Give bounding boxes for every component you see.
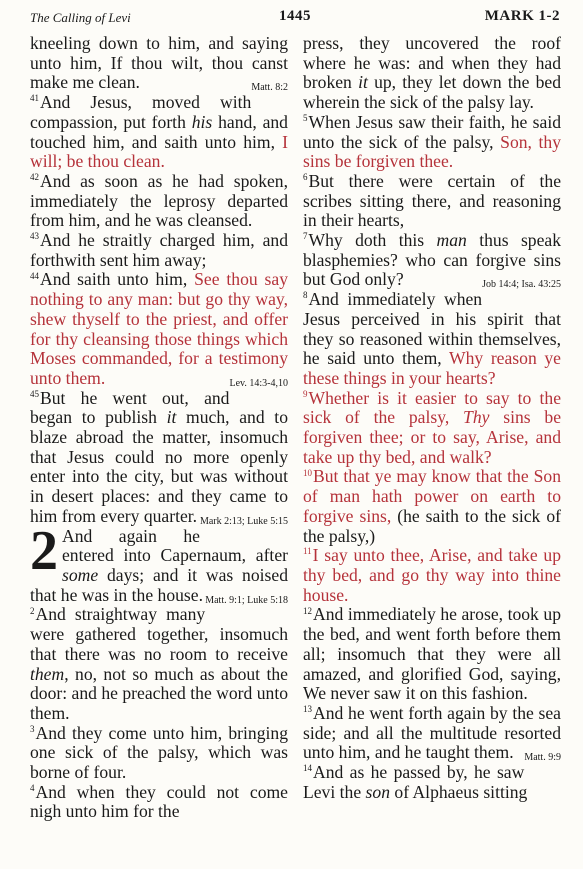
verse-2-7: $^7$Why doth this man thus speak blasphemies? who can forgive sins but God only? Job 14:4; Isa. 43:25	[303, 231, 561, 290]
verse-number: 8	[303, 290, 308, 301]
words-of-christ: But that ye may know that the Son of man hath power on earth to forgive sins,	[303, 466, 561, 526]
verse-2-14: $^{14}$And as he passed by, he saw Levi the son of Alphaeus sitting	[303, 762, 528, 802]
cross-reference: Lev. 14:3-4,10	[229, 377, 288, 389]
verse-2-6: $^6$But there were certain of the scribes sitting there, and reasoning in their hearts,	[303, 170, 561, 231]
words-of-christ: See thou say nothing to any man: but go thy way, shew thyself to the priest, and offer for thy cleansing those things which Moses commanded, for a testimony unto them.	[30, 269, 289, 388]
verse-number: 4	[30, 782, 35, 793]
cross-reference: Matt. 9:1; Luke 5:18	[205, 594, 288, 606]
verse-number: 14	[303, 763, 312, 774]
right-column	[303, 34, 561, 802]
verse-1-45: $^{45}$But he went out, and began to publish it much, and to blaze abroad the matter, insomuch that Jesus could no more openly enter into the city, but was without in desert places: and they came to him from every quarter. Mark 2:13; Luke 5:15	[30, 389, 288, 527]
cross-reference: Mark 2:13; Luke 5:15	[199, 515, 288, 527]
chapter-number: 2	[30, 519, 58, 582]
verse-number: 2	[30, 605, 35, 616]
verse-2-10: $^{10}$But that ye may know that the Son of man hath power on earth to forgive sins, (he saith to the sick of the palsy,)	[303, 466, 561, 546]
words-of-christ: I will; be thou clean.	[30, 131, 288, 172]
verse-2-3: $^3$And they come unto him, bringing one sick of the palsy, which was borne of four.	[30, 722, 288, 783]
left-column	[30, 34, 288, 822]
verse-number: 44	[30, 270, 39, 281]
verse-number: 10	[303, 467, 312, 478]
verse-number: 42	[30, 172, 39, 183]
verse-1-44: $^{44}$And saith unto him, See thou say nothing to any man: but go thy way, shew thyself to the priest, and offer for thy cleansing those things which Moses commanded, for a testimony unto them. Lev. 14:3-4,10	[30, 270, 288, 388]
verse-2-4-cont: press, they uncovered the roof where he was: and when they had broken it up, they let down the bed wherein the sick of the palsy lay.	[303, 33, 561, 113]
verse-2-8: $^8$And immediately when Jesus perceived in his spirit that they so reasoned within themselves, he said unto them, Why reason ye these things in your hearts?	[303, 289, 561, 388]
verse-number: 3	[30, 723, 35, 734]
book-chapter-range: MARK 1-2	[484, 8, 560, 24]
verse-1-42: $^{42}$And as soon as he had spoken, immediately the leprosy departed from him, and he was cleansed.	[30, 170, 288, 231]
verse-2-11: $^{11}$I say unto thee, Arise, and take up thy bed, and go thy way into thine house.	[303, 545, 561, 605]
verse-number: 7	[303, 231, 308, 242]
page-number: 1445	[279, 8, 311, 24]
verse-2-1: 2 And again he entered into Capernaum, after some days; and it was noised that he was in the house. Matt. 9:1; Luke 5:18	[30, 527, 288, 606]
cross-reference: Matt. 9:9	[524, 752, 561, 764]
verse-number: 45	[30, 388, 39, 399]
verse-number: 5	[303, 112, 308, 123]
verse-2-13: $^{13}$And he went forth again by the sea side; and all the multitude resorted unto him, and he taught them. Matt. 9:9	[303, 704, 561, 763]
verse-number: 6	[303, 172, 308, 183]
verse-number: 13	[303, 704, 312, 715]
verse-1-41: $^{41}$And Jesus, moved with compassion, put forth his hand, and touched him, and saith unto him, I will; be thou clean.	[30, 92, 288, 172]
verse-number: 43	[30, 231, 39, 242]
verse-number: 41	[30, 93, 39, 104]
cross-reference: Job 14:4; Isa. 43:25	[482, 279, 561, 291]
verse-1-43: $^{43}$And he straitly charged him, and forthwith sent him away;	[30, 230, 288, 270]
cross-reference: Matt. 8:2	[251, 82, 288, 94]
verse-2-2: $^2$And straightway many were gathered together, insomuch that there was no room to receive them, no, not so much as about the door: and he preached the word unto them.	[30, 604, 288, 723]
verse-1-40-cont: kneeling down to him, and saying unto him, If thou wilt, thou canst make me clean. Matt. 8:2	[30, 34, 288, 93]
verse-number: 11	[303, 546, 312, 557]
verse-number: 9	[303, 388, 308, 399]
words-of-christ: Why reason ye these things in your hearts?	[303, 348, 561, 388]
page-header	[30, 8, 560, 30]
words-of-christ: Son, thy sins be forgiven thee.	[303, 131, 561, 172]
verse-2-12: $^{12}$And immediately he arose, took up the bed, and went forth before them all; insomuch that they were all amazed, and glorified God, saying, We never saw it on this fashion.	[303, 604, 561, 704]
verse-2-9: $^9$Whether is it easier to say to the sick of the palsy, Thy sins be forgiven thee; or to say, Arise, and take up thy bed, and walk?	[303, 387, 561, 467]
section-title: The Calling of Levi	[30, 10, 131, 25]
verse-number: 12	[303, 605, 312, 616]
verse-2-4: $^4$And when they could not come nigh unto him for the	[30, 781, 288, 822]
verse-2-5: $^5$When Jesus saw their faith, he said unto the sick of the palsy, Son, thy sins be forgiven thee.	[303, 111, 561, 172]
